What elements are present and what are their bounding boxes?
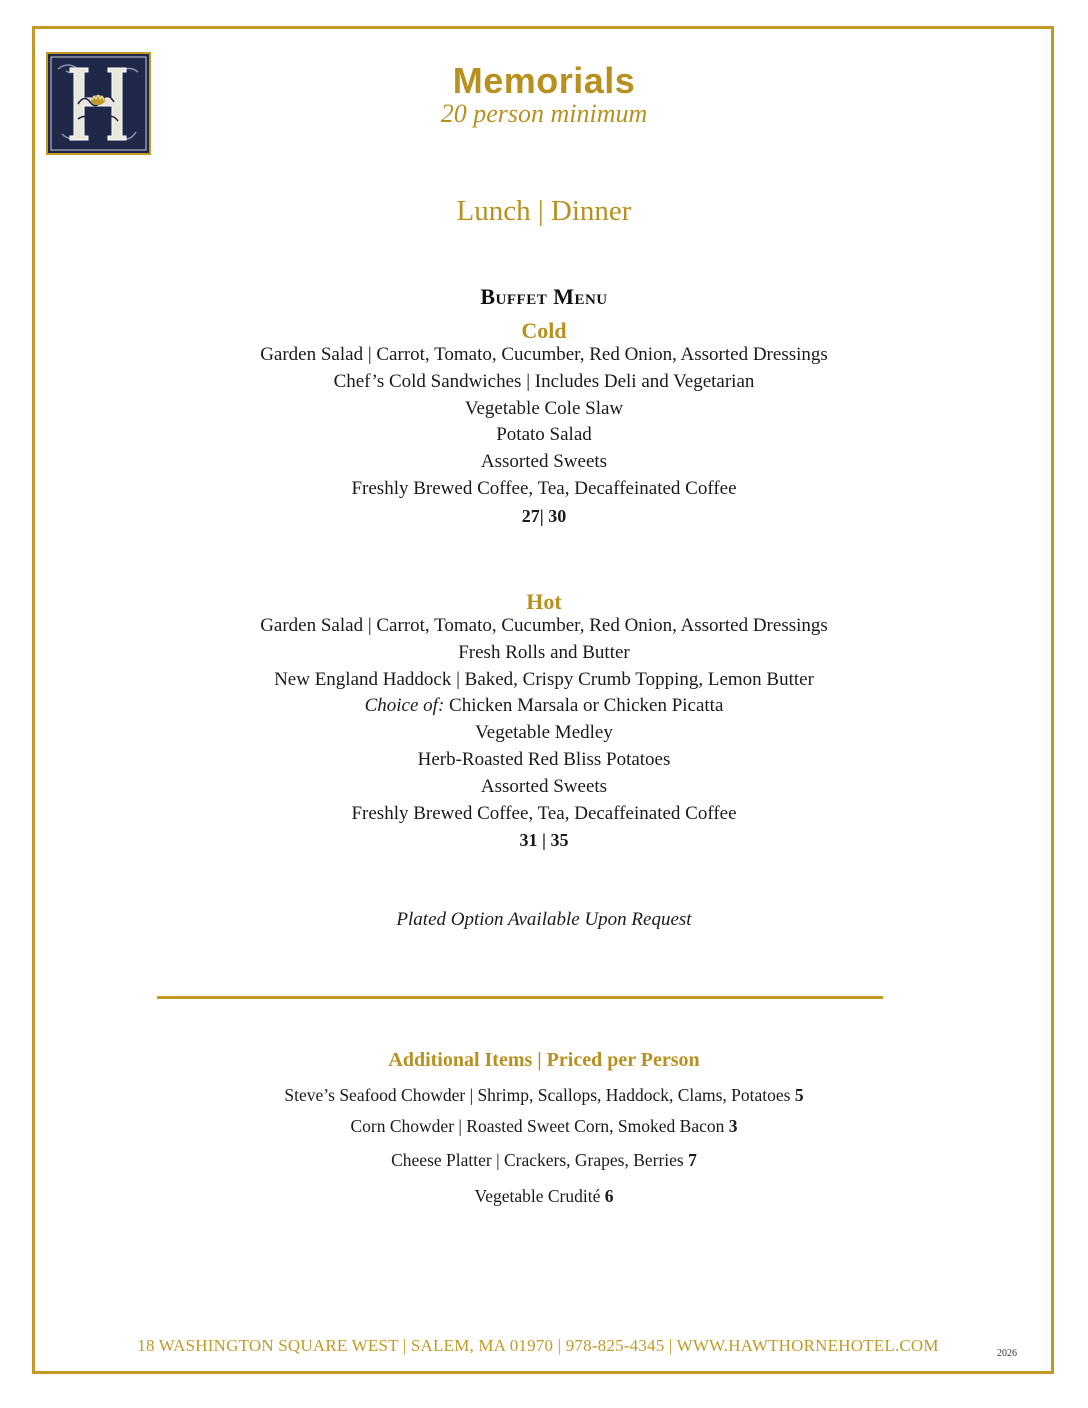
footer-address: 18 WASHINGTON SQUARE WEST | SALEM, MA 01970 | 978-825-4345 | WWW.HAWTHORNEHOTEL.COM	[137, 1336, 939, 1355]
hot-price: 31 | 35	[519, 830, 569, 851]
additional-item	[0, 1085, 1088, 1106]
menu-item: Garden Salad | Carrot, Tomato, Cucumber, Red Onion, Assorted Dressings	[260, 344, 828, 365]
choice-label: Choice of:	[364, 695, 445, 717]
additional-item-text: Cheese Platter | Crackers, Grapes, Berries	[391, 1150, 689, 1170]
additional-item-price: 7	[688, 1150, 697, 1170]
cold-section	[0, 318, 1088, 530]
footer-year: 2026	[997, 1348, 1017, 1359]
plated-option-note: Plated Option Available Upon Request	[396, 909, 692, 930]
additional-item-text: Corn Chowder | Roasted Sweet Corn, Smoked Bacon	[350, 1116, 729, 1136]
meal-times: Lunch | Dinner	[456, 195, 632, 227]
menu-item: Freshly Brewed Coffee, Tea, Decaffeinated Coffee	[351, 477, 737, 499]
menu-item: Assorted Sweets	[480, 775, 608, 797]
additional-item-text: Vegetable Crudité	[474, 1186, 605, 1206]
buffet-menu-heading: Buffet Menu	[480, 284, 608, 309]
additional-item	[0, 1116, 1088, 1137]
additional-items-heading: Additional Items | Priced per Person	[388, 1049, 700, 1071]
additional-item-text: Steve’s Seafood Chowder | Shrimp, Scallops, Haddock, Clams, Potatoes	[284, 1085, 795, 1105]
menu-item: Assorted Sweets	[480, 451, 608, 473]
cold-heading: Cold	[521, 318, 567, 343]
menu-item: New England Haddock | Baked, Crispy Crumb Topping, Lemon Butter	[274, 668, 814, 690]
menu-item: Chef’s Cold Sandwiches | Includes Deli and Vegetarian	[333, 370, 755, 392]
section-divider	[157, 996, 883, 999]
hot-section	[0, 589, 1088, 854]
choice-text: Chicken Marsala or Chicken Picatta	[444, 695, 724, 717]
menu-item: Garden Salad | Carrot, Tomato, Cucumber, Red Onion, Assorted Dressings	[260, 615, 828, 636]
menu-item: Herb-Roasted Red Bliss Potatoes	[417, 748, 671, 770]
additional-item-price: 6	[604, 1186, 614, 1206]
menu-item: Fresh Rolls and Butter	[458, 641, 630, 663]
cold-price: 27| 30	[521, 505, 567, 526]
menu-item-choice	[0, 693, 1088, 720]
page-title: Memorials	[452, 60, 636, 101]
menu-item: Potato Salad	[496, 424, 592, 446]
additional-item-price: 5	[794, 1085, 804, 1105]
minimum-note: 20 person minimum	[440, 99, 648, 128]
additional-item-price: 3	[728, 1116, 738, 1136]
menu-item: Vegetable Medley	[475, 722, 613, 744]
menu-item: Vegetable Cole Slaw	[464, 397, 624, 419]
menu-item: Freshly Brewed Coffee, Tea, Decaffeinated Coffee	[351, 802, 737, 824]
hot-heading: Hot	[526, 589, 562, 614]
additional-item	[0, 1186, 1088, 1207]
additional-item	[0, 1150, 1088, 1171]
